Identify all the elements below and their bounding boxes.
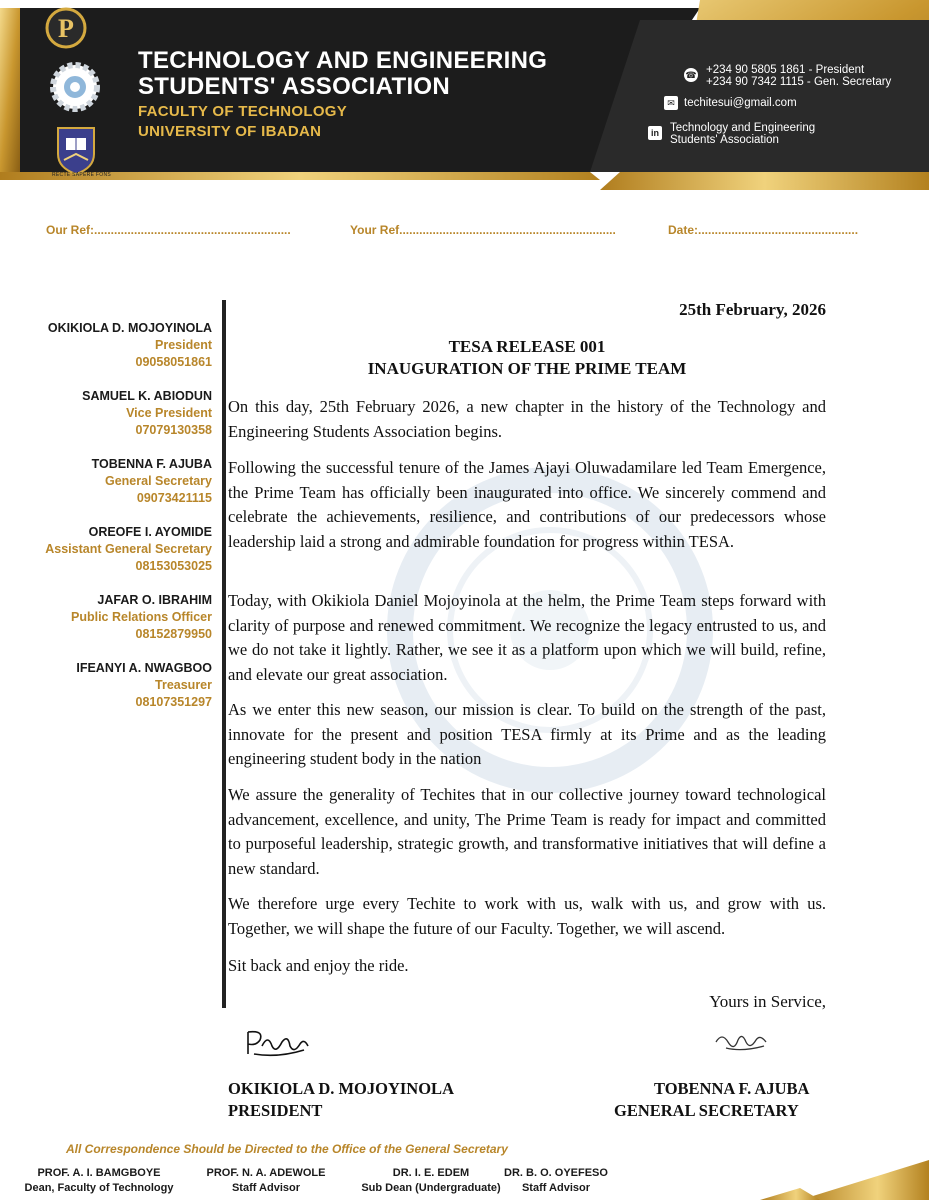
- staff-title: Staff Advisor: [231, 1182, 301, 1194]
- staff-1: [186, 1166, 346, 1196]
- staff-title: Sub Dean (Undergraduate): [361, 1182, 501, 1194]
- staff-title: Dean, Faculty of Technology: [24, 1182, 174, 1194]
- phone-gen-sec: +234 90 7342 1115 - Gen. Secretary: [706, 76, 892, 88]
- association-logo: [40, 6, 102, 50]
- paragraph-4: As we enter this new season, our mission is clear. To build on the strength of the past, innovate for the present and position TESA firmly at its Prime and as the leading engineering student body in the nation: [228, 700, 826, 768]
- officer-1: [82, 388, 212, 439]
- university-name: UNIVERSITY OF IBADAN: [138, 123, 322, 140]
- officer-phone: 09058051861: [135, 355, 212, 369]
- paragraph-3: Today, with Okikiola Daniel Mojoyinola at the helm, the Prime Team steps forward with clarity of purpose and renewed commitment. We recognize the legacy entrusted to us, and we do not take it lightly. Rather, we see it as a platform upon which we will build, refine, and elevate our great association.: [228, 591, 826, 684]
- staff-3: [476, 1166, 636, 1196]
- email-text: techitesui@gmail.com: [684, 97, 797, 110]
- signatory-gen-sec-name: TOBENNA F. AJUBA: [654, 1079, 810, 1098]
- signatory-president: [228, 1078, 454, 1122]
- officer-3: [45, 524, 212, 575]
- faculty-block: [138, 102, 347, 142]
- officer-name: SAMUEL K. ABIODUN: [82, 389, 212, 403]
- closing-salutation: Yours in Service,: [709, 992, 826, 1011]
- paragraph-6: We therefore urge every Techite to work with us, walk with us, and grow with us. Together, we will shape the future of our Faculty. Together, we will ascend.: [228, 894, 826, 938]
- officer-name: IFEANYI A. NWAGBOO: [76, 661, 212, 675]
- linkedin-line1: Technology and Engineering: [670, 122, 816, 134]
- staff-name: PROF. A. I. BAMGBOYE: [37, 1167, 161, 1179]
- officer-role: Assistant General Secretary: [45, 542, 212, 556]
- mail-icon: ✉: [664, 96, 678, 110]
- paragraph-1: On this day, 25th February 2026, a new chapter in the history of the Technology and Engineering Students Association begins.: [228, 397, 826, 441]
- officer-phone: 09073421115: [136, 491, 212, 505]
- signatory-gen-sec-title: GENERAL SECRETARY: [614, 1101, 799, 1120]
- paragraph-7: Sit back and enjoy the ride.: [228, 956, 409, 975]
- linkedin-line2: Students' Association: [670, 134, 779, 146]
- staff-name: PROF. N. A. ADEWOLE: [206, 1167, 326, 1179]
- staff-name: DR. I. E. EDEM: [392, 1167, 470, 1179]
- linkedin-icon: in: [648, 126, 662, 140]
- sidebar-divider: [222, 300, 226, 1008]
- officer-role: Public Relations Officer: [70, 610, 212, 624]
- paragraph-5: We assure the generality of Techites that in our collective journey toward technological advancement, excellence, and unity, The Prime Team is ready for impact and committed to purposeful leadership, strategic growth, and transformative initiatives that will define a new standard.: [228, 785, 826, 878]
- staff-title: Staff Advisor: [521, 1182, 591, 1194]
- officer-role: Vice President: [126, 406, 212, 420]
- officer-2: [92, 456, 212, 507]
- release-number: TESA RELEASE 001: [448, 337, 606, 356]
- phone-president: +234 90 5805 1861 - President: [706, 64, 865, 76]
- officer-4: [71, 592, 212, 643]
- gear-emblem-icon: [50, 62, 100, 112]
- letter-date: 25th February, 2026: [679, 300, 826, 319]
- gen-sec-signature: [712, 1026, 772, 1056]
- officer-phone: 07079130358: [135, 423, 212, 437]
- svg-text:P: P: [58, 14, 74, 43]
- date-ref: Date:................................................: [668, 223, 859, 237]
- crest-motto: RECTE SAPERE FONS: [52, 172, 111, 178]
- officer-5: [76, 660, 212, 711]
- officer-name: OREOFE I. AYOMIDE: [88, 525, 212, 539]
- university-crest: [54, 124, 98, 176]
- correspondence-note: All Correspondence Should be Directed to the Office of the General Secretary: [66, 1142, 508, 1156]
- officer-0: [48, 320, 212, 371]
- officer-name: TOBENNA F. AJUBA: [91, 457, 212, 471]
- president-signature: [242, 1024, 312, 1060]
- officer-role: Treasurer: [155, 678, 212, 692]
- staff-name: DR. B. O. OYEFESO: [504, 1167, 608, 1179]
- our-ref: Our Ref:...........................................................: [46, 223, 291, 237]
- paragraph-2: Following the successful tenure of the James Ajayi Oluwadamilare led Team Emergence, the Prime Team has officially been inaugurated into office. We sincerely commend and celebrate the achievements, resilience, and contributions of our predecessors whose leadership laid a strong and admirable foundation for progress within TESA.: [228, 458, 826, 551]
- phone-icon: ☎: [685, 70, 697, 80]
- association-name: [138, 48, 547, 100]
- officer-name: JAFAR O. IBRAHIM: [97, 593, 212, 607]
- signatory-president-name: OKIKIOLA D. MOJOYINOLA: [228, 1079, 454, 1098]
- association-name-line1: TECHNOLOGY AND ENGINEERING: [138, 47, 548, 74]
- your-ref: Your Ref.................................................................: [350, 223, 616, 237]
- linkedin-contact[interactable]: [648, 122, 815, 146]
- footer-gold-accent: [740, 1160, 929, 1200]
- officer-role: President: [155, 338, 212, 352]
- signatory-president-title: PRESIDENT: [228, 1101, 323, 1120]
- staff-0: [14, 1166, 184, 1196]
- email-contact[interactable]: [664, 96, 797, 110]
- phone-contacts: [664, 64, 891, 88]
- letter-heading: [228, 336, 826, 380]
- officer-name: OKIKIOLA D. MOJOYINOLA: [47, 321, 212, 335]
- signatory-gen-sec: [614, 1078, 809, 1122]
- officer-phone: 08152879950: [135, 627, 212, 641]
- release-title: INAUGURATION OF THE PRIME TEAM: [367, 359, 687, 378]
- officer-phone: 08153053025: [135, 559, 212, 573]
- association-name-line2: STUDENTS' ASSOCIATION: [138, 73, 451, 100]
- officer-role: General Secretary: [104, 474, 212, 488]
- officer-phone: 08107351297: [135, 695, 212, 709]
- faculty-name: FACULTY OF TECHNOLOGY: [138, 103, 348, 120]
